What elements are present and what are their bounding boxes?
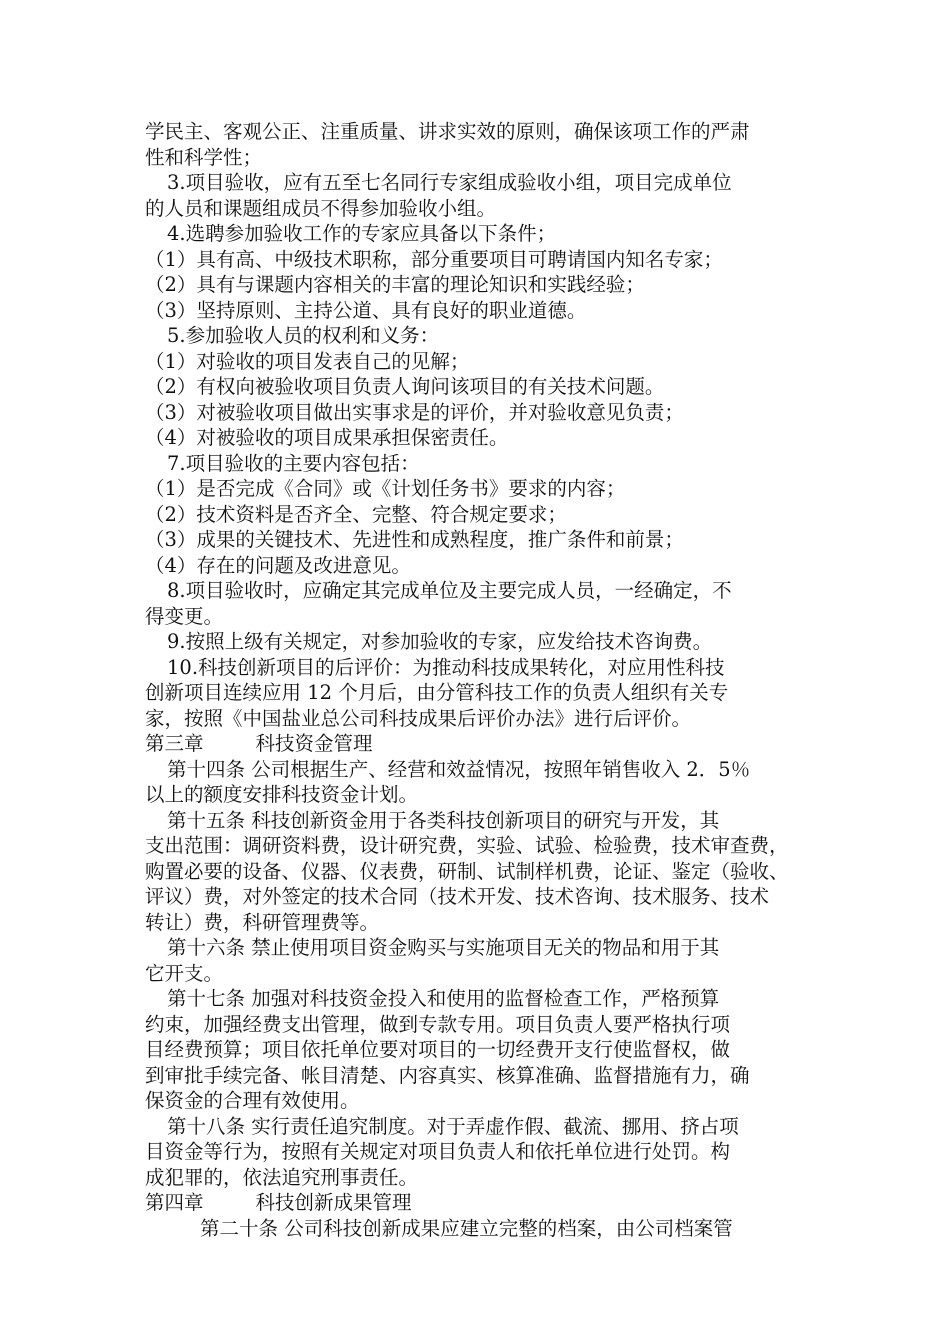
text-line: 转让）费，科研管理费等。 bbox=[145, 910, 380, 934]
text-line: （3）对被验收项目做出实事求是的评价，并对验收意见负责； bbox=[145, 400, 684, 424]
text-line: 第二十条 公司科技创新成果应建立完整的档案，由公司档案管 bbox=[200, 1216, 733, 1240]
text-line: 4.选聘参加验收工作的专家应具备以下条件； bbox=[167, 222, 557, 245]
text-line: 目资金等行为，按照有关规定对项目负责人和依托单位进行处罚。构 bbox=[145, 1140, 731, 1163]
text-line: 保资金的合理有效使用。 bbox=[145, 1089, 360, 1112]
text-line: 以上的额度安排科技资金计划。 bbox=[145, 783, 419, 806]
chapter-heading bbox=[145, 1190, 810, 1216]
text-line: （1）对验收的项目发表自己的见解； bbox=[145, 349, 470, 373]
text-line: 性和科学性； bbox=[145, 145, 263, 169]
text-line: 第十八条 实行责任追究制度。对于弄虚作假、截流、挪用、挤占项 bbox=[167, 1114, 739, 1138]
text-line: 第十六条 禁止使用项目资金购买与实施项目无关的物品和用于其 bbox=[167, 936, 720, 959]
text-line: （1）具有高、中级技术职称，部分重要项目可聘请国内知名专家； bbox=[145, 247, 723, 271]
text-line: 3.项目验收，应有五至七名同行专家组成验收小组，项目完成单位 bbox=[167, 171, 732, 194]
text-line: 成犯罪的，依法追究刑事责任。 bbox=[145, 1165, 419, 1189]
text-line: 5.参加验收人员的权利和义务： bbox=[167, 324, 440, 347]
document-page bbox=[145, 119, 810, 1241]
text-line: （2）技术资料是否齐全、完整、符合规定要求； bbox=[145, 502, 567, 526]
text-line: 它开支。 bbox=[145, 961, 224, 985]
text-line: 第十四条 公司根据生产、经营和效益情况，按照年销售收入 2．5％ bbox=[167, 757, 751, 781]
chapter-heading bbox=[145, 731, 810, 757]
text-line: 第十五条 科技创新资金用于各类科技创新项目的研究与开发，其 bbox=[167, 808, 720, 832]
text-line: 第十七条 加强对科技资金投入和使用的监督检查工作，严格预算 bbox=[167, 987, 720, 1010]
text-line: 评议）费，对外签定的技术合同（技术开发、技术咨询、技术服务、技术 bbox=[145, 885, 770, 908]
text-line: （2）有权向被验收项目负责人询问该项目的有关技术问题。 bbox=[145, 375, 665, 398]
text-line: 目经费预算；项目依托单位要对项目的一切经费开支行使监督权，做 bbox=[145, 1038, 731, 1061]
text-line: （3）坚持原则、主持公道、具有良好的职业道德。 bbox=[145, 298, 587, 322]
text-line: 约束，加强经费支出管理，做到专款专用。项目负责人要严格执行项 bbox=[145, 1012, 731, 1036]
text-line: 到审批手续完备、帐目清楚、内容真实、核算准确、监督措施有力，确 bbox=[145, 1063, 750, 1087]
text-line: 9.按照上级有关规定，对参加验收的专家，应发给技术咨询费。 bbox=[167, 630, 713, 653]
text-line: （4）存在的问题及改进意见。 bbox=[145, 553, 411, 577]
text-line: （2）具有与课题内容相关的丰富的理论知识和实践经验； bbox=[145, 273, 645, 296]
text-line: （1）是否完成《合同》或《计划任务书》要求的内容； bbox=[145, 477, 626, 500]
text-line: 家，按照《中国盐业总公司科技成果后评价办法》进行后评价。 bbox=[145, 706, 692, 730]
text-line: 的人员和课题组成员不得参加验收小组。 bbox=[145, 196, 497, 220]
text-line: （3）成果的关键技术、先进性和成熟程度，推广条件和前景； bbox=[145, 528, 684, 551]
text-line: 支出范围：调研资料费，设计研究费，实验、试验、检验费，技术审查费， bbox=[145, 834, 789, 857]
text-line: 购置必要的设备、仪器、仪表费，研制、试制样机费，论证、鉴定（验收、 bbox=[145, 859, 789, 883]
chapter-number: 第三章 bbox=[145, 732, 204, 755]
text-line: 创新项目连续应用 12 个月后，由分管科技工作的负责人组织有关专 bbox=[145, 681, 729, 704]
chapter-title: 科技资金管理 bbox=[255, 732, 373, 755]
text-line: （4）对被验收的项目成果承担保密责任。 bbox=[145, 426, 509, 449]
text-line: 得变更。 bbox=[145, 604, 224, 628]
text-line: 学民主、客观公正、注重质量、讲求实效的原则，确保该项工作的严肃 bbox=[145, 120, 750, 143]
text-line: 7.项目验收的主要内容包括： bbox=[167, 451, 420, 475]
text-line: 8.项目验收时，应确定其完成单位及主要完成人员，一经确定，不 bbox=[167, 579, 732, 602]
text-line: 10.科技创新项目的后评价：为推动科技成果转化，对应用性科技 bbox=[167, 655, 725, 679]
chapter-title: 科技创新成果管理 bbox=[255, 1191, 412, 1214]
chapter-number: 第四章 bbox=[145, 1191, 204, 1214]
